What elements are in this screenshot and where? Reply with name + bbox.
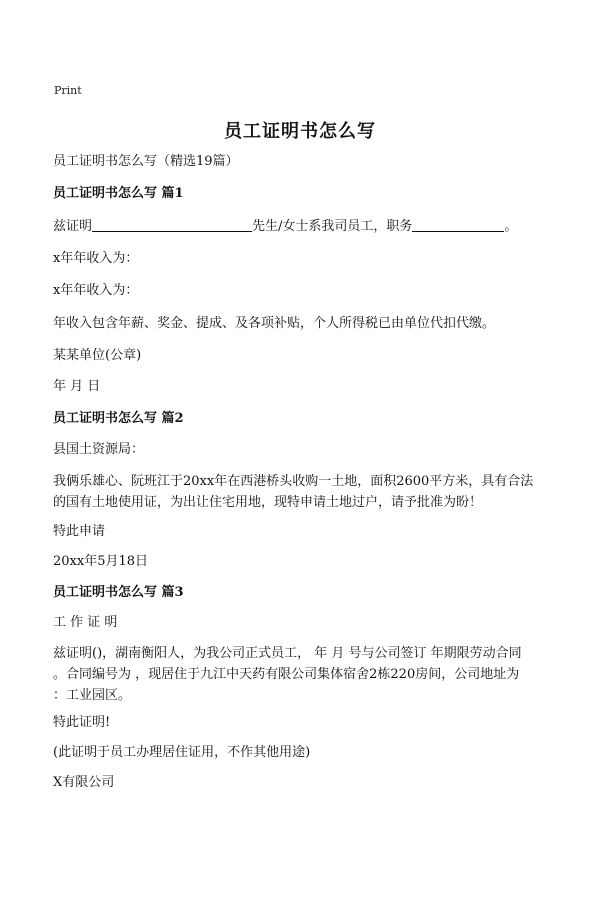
section-3-body-line-2: 。合同编号为 ，现居住于九江中天药有限公司集体宿舍2栋220房间，公司地址为 [53,667,520,682]
addressee: 县国土资源局： [53,442,145,457]
section-2-body-line-2: 的国有土地使用证，为出让住宅用地，现特申请土地过户，请予批准为盼！ [53,495,483,510]
income-line-2: x年年收入为： [53,283,139,298]
section-2-closing: 特此申请 [53,524,106,539]
section-2-body-line-1: 我俩乐雄心、阮班江于20xx年在西港桥头收购一土地，面积2600平方米，具有合法 [53,474,534,489]
name-blank [92,217,252,232]
print-label[interactable]: Print [54,84,82,97]
income-line-1: x年年收入为： [53,251,139,266]
section-2-date: 20xx年5月18日 [53,554,149,569]
section-2-heading: 员工证明书怎么写 篇2 [53,411,184,426]
section-1-date: 年 月 日 [53,379,101,394]
company-name: X有限公司 [53,775,115,790]
work-certificate-title: 工 作 证 明 [53,615,118,630]
unit-seal: 某某单位(公章) [53,348,142,363]
position-blank [412,217,504,232]
cert-middle: 先生/女士系我司员工，职务 [252,219,413,234]
usage-note: (此证明于员工办理居住证用，不作其他用途) [53,745,311,760]
section-3-closing: 特此证明! [53,715,111,730]
document-subtitle: 员工证明书怎么写（精选19篇） [53,154,239,169]
cert-end: 。 [504,219,518,234]
section-3-heading: 员工证明书怎么写 篇3 [53,585,184,600]
section-3-body [53,643,553,706]
page-title: 员工证明书怎么写 [224,121,376,142]
section-2-body [53,471,553,513]
cert-prefix: 兹证明 [53,219,93,234]
section-1-heading: 员工证明书怎么写 篇1 [53,186,184,201]
section-3-body-line-1: 兹证明()，湖南衡阳人，为我公司正式员工， 年 月 号与公司签订 年期限劳动合同 [53,646,522,661]
section-1-certificate-line [53,217,517,237]
income-note: 年收入包含年薪、奖金、提成、及各项补贴，个人所得税已由单位代扣代缴。 [53,316,496,331]
section-3-body-line-3: ：工业园区。 [53,688,132,703]
